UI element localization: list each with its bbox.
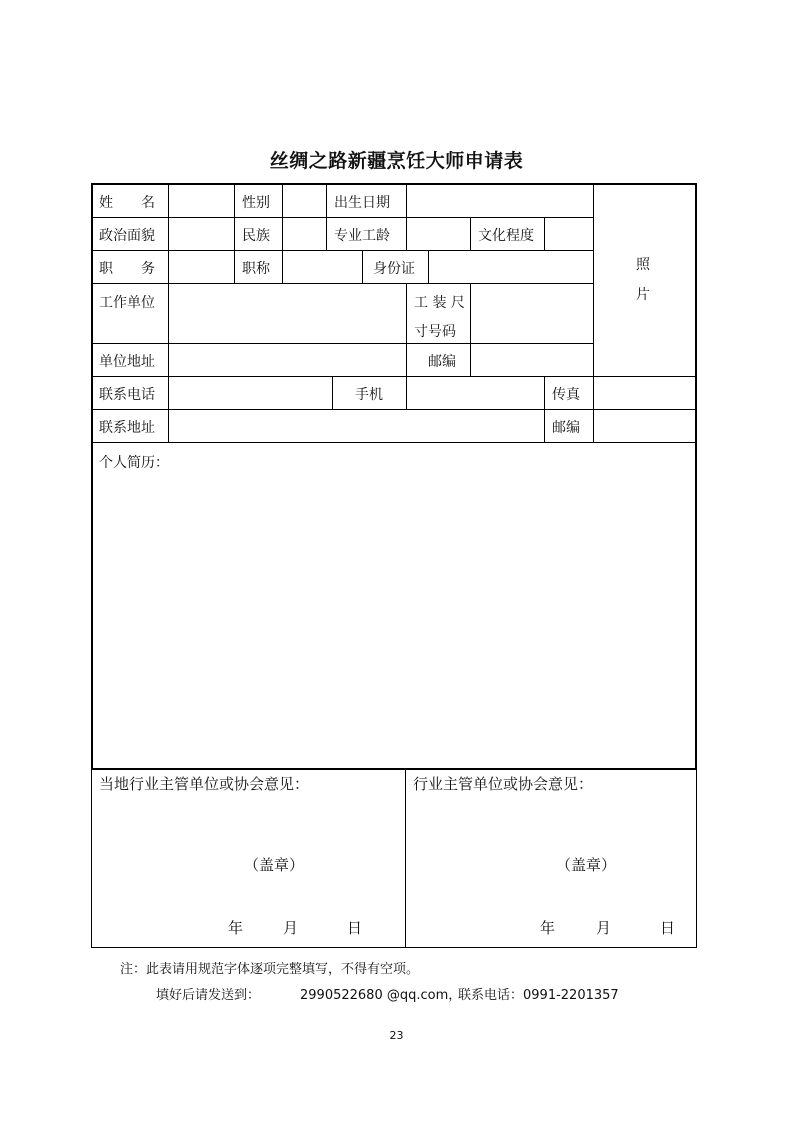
col-line: [593, 409, 594, 442]
col-line: [168, 250, 169, 283]
col-line: [406, 217, 407, 250]
label-id-card: 身份证: [373, 261, 415, 277]
row-line-5: [93, 376, 695, 377]
label-postcode-1: 邮编: [428, 354, 456, 370]
col-line: [168, 217, 169, 250]
label-gender: 性别: [242, 195, 270, 211]
label-position: 职 务: [99, 261, 155, 277]
col-line: [326, 185, 327, 217]
col-line: [168, 376, 169, 409]
industry-year: 年: [540, 919, 556, 937]
local-month: 月: [283, 919, 299, 937]
col-line: [544, 376, 545, 409]
col-line: [470, 217, 471, 250]
local-seal: （盖章）: [244, 856, 305, 874]
industry-seal: （盖章）: [556, 856, 617, 874]
label-name: 姓 名: [99, 195, 155, 211]
col-line: [234, 217, 235, 250]
label-contact-address: 联系地址: [99, 420, 155, 436]
col-line: [282, 185, 283, 217]
label-uniform-2: 寸号码: [414, 324, 456, 340]
opinion-divider: [405, 769, 406, 947]
col-line: [282, 250, 283, 283]
col-line: [168, 409, 169, 442]
form-title: 丝绸之路新疆烹饪大师申请表: [269, 150, 524, 172]
page-number: 23: [389, 1029, 404, 1042]
col-line: [362, 250, 363, 283]
col-line: [168, 283, 169, 376]
col-line: [406, 185, 407, 217]
col-line: [282, 217, 283, 250]
industry-month: 月: [596, 919, 612, 937]
label-phone: 联系电话: [99, 387, 155, 403]
col-line: [406, 376, 407, 409]
col-line: [168, 185, 169, 217]
col-line: [332, 376, 333, 409]
col-line: [544, 409, 545, 442]
local-opinion-label: 当地行业主管单位或协会意见：: [99, 775, 310, 793]
label-political: 政治面貌: [99, 228, 155, 244]
application-form-table: [91, 183, 697, 770]
label-birthdate: 出生日期: [334, 195, 390, 211]
label-photo-2: 片: [636, 287, 650, 303]
local-day: 日: [347, 919, 363, 937]
col-line: [406, 283, 407, 376]
col-line: [428, 250, 429, 283]
label-uniform-1: 工 装 尺: [414, 295, 465, 311]
row-line-7: [93, 442, 695, 443]
col-line: [234, 250, 235, 283]
label-employer-address: 单位地址: [99, 354, 155, 370]
industry-day: 日: [660, 919, 676, 937]
industry-opinion-label: 行业主管单位或协会意见：: [413, 775, 594, 793]
submit-email: 2990522680 @qq.com，: [300, 988, 462, 1003]
col-line: [234, 185, 235, 217]
label-employer: 工作单位: [99, 295, 155, 311]
col-line: [544, 217, 545, 250]
form-note: 注：此表请用规范字体逐项完整填写，不得有空项。: [120, 962, 420, 977]
label-work-years: 专业工龄: [334, 228, 390, 244]
col-line: [326, 217, 327, 250]
label-ethnicity: 民族: [242, 228, 270, 244]
contact-phone: 联系电话：0991-2201357: [458, 988, 619, 1003]
label-resume: 个人简历：: [99, 455, 169, 471]
local-year: 年: [228, 919, 244, 937]
label-postcode-2: 邮编: [552, 420, 580, 436]
label-photo-1: 照: [636, 257, 650, 273]
label-education: 文化程度: [478, 228, 534, 244]
photo-col-line: [593, 185, 594, 376]
col-line: [470, 283, 471, 376]
col-line: [593, 376, 594, 409]
row-line-6: [93, 409, 695, 410]
label-fax: 传真: [552, 387, 580, 403]
label-mobile: 手机: [355, 387, 383, 403]
send-label: 填好后请发送到：: [156, 988, 261, 1003]
opinion-section: [91, 768, 697, 948]
label-title: 职称: [242, 261, 270, 277]
